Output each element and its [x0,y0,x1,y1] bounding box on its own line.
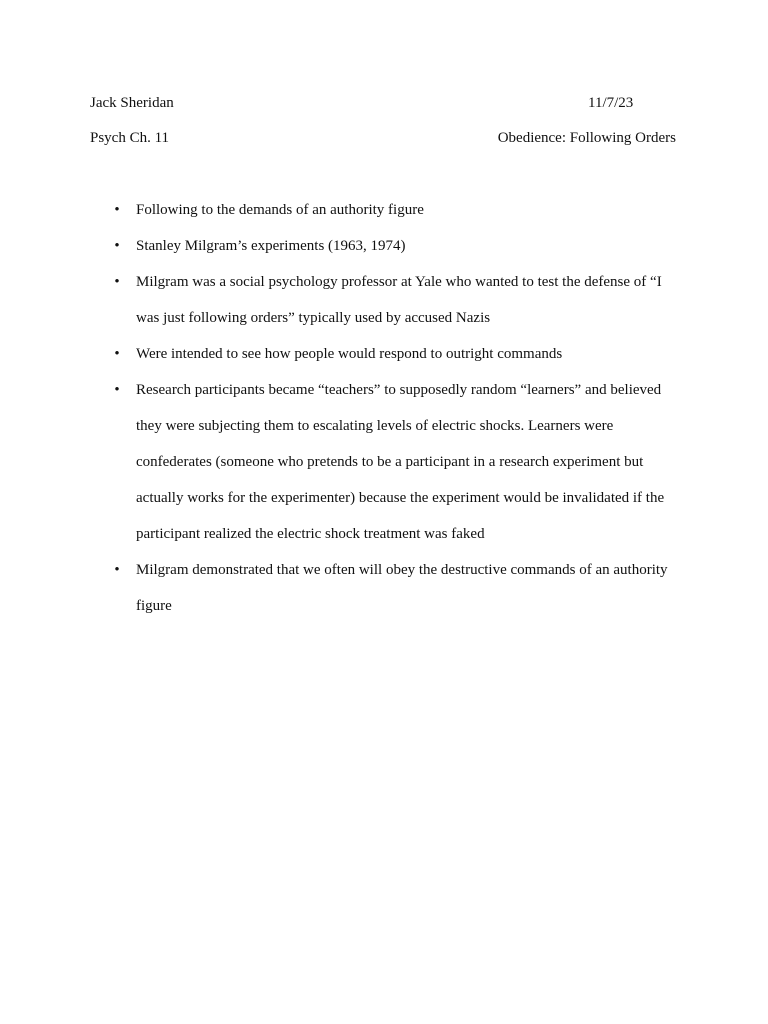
list-item-text: Were intended to see how people would respond to outright commands [136,346,563,362]
bullet-icon: • [114,274,120,290]
list-item [90,192,680,228]
notes-list [90,192,680,624]
bullet-icon: • [114,562,120,578]
bullet-icon: • [114,382,120,398]
list-item-text: Milgram demonstrated that we often will obey the destructive commands of an authority figure [136,562,668,614]
bullet-icon: • [114,346,120,362]
document-title: Obedience: Following Orders [497,130,676,146]
bullet-icon: • [114,238,120,254]
author-name: Jack Sheridan [90,95,174,111]
list-item [90,228,680,264]
list-item-text: Milgram was a social psychology professor at Yale who wanted to test the defense of “I was just following orders” typically used by accused Nazis [136,274,662,326]
bullet-icon: • [114,202,120,218]
list-item-text: Stanley Milgram’s experiments (1963, 1974) [136,238,406,254]
course-label: Psych Ch. 11 [90,130,170,146]
list-item [90,372,680,552]
list-item [90,264,680,336]
list-item [90,552,680,624]
date: 11/7/23 [588,95,634,111]
list-item-text: Research participants became “teachers” to supposedly random “learners” and believed they were subjecting them to escalating levels of electric shocks. Learners were confederates (someone who pretends to be a participant in a research experiment but actually works for the experimenter) because the experiment would be invalidated if the participant realized the electric shock treatment was faked [136,382,665,542]
list-item-text: Following to the demands of an authority figure [136,202,424,218]
list-item [90,336,680,372]
